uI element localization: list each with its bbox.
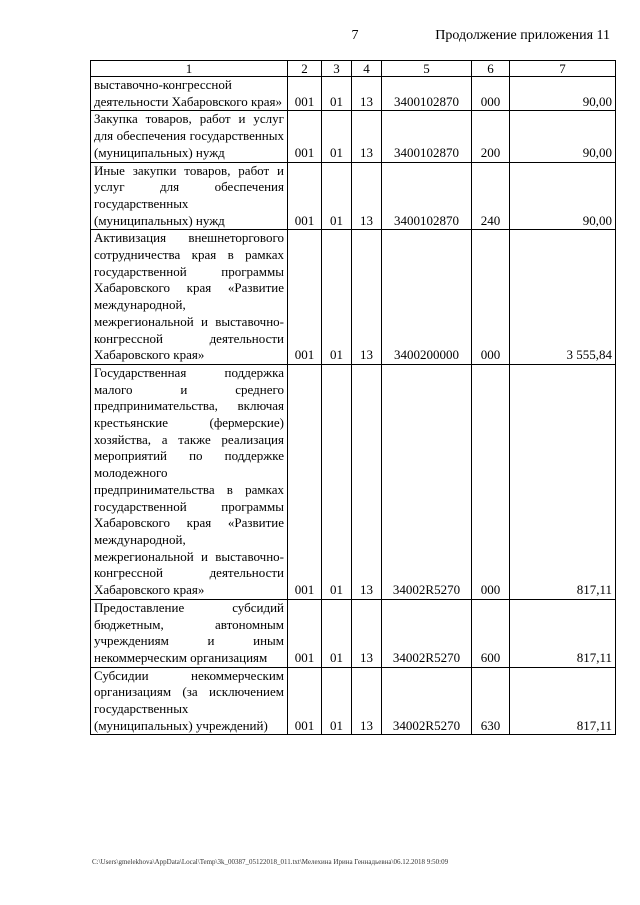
col-header-3: 3: [322, 61, 352, 77]
row-subsection: 13: [352, 667, 382, 735]
row-name: Закупка товаров, работ и услуг для обеспечения государственных (муниципальных) нужд: [91, 111, 288, 162]
row-subsection: 13: [352, 364, 382, 599]
row-gov-code: 001: [288, 667, 322, 735]
row-section: 01: [322, 77, 352, 111]
page-number: 7: [351, 28, 359, 43]
row-target-article: 3400102870: [382, 77, 472, 111]
table-row: [91, 111, 616, 162]
row-section: 01: [322, 364, 352, 599]
col-header-5: 5: [382, 61, 472, 77]
row-name: Государственная поддержка малого и среднего предпринимательства, включая крестьянские (фермерские) хозяйства, а также реализация мероприятий по поддержке молодежного предпринимательства в рамках государственной программы Хабаровского края «Развитие международной, межрегиональной и выставочно-конгрессной деятельности Хабаровского края»: [91, 364, 288, 599]
file-path-footer: C:\Users\gmelekhova\AppData\Local\Temp\3k_00387_05122018_011.txt\Мелехина Ирина Геннадьевна\06.12.2018 9:50:09: [92, 858, 449, 866]
row-expense-type: 000: [472, 364, 510, 599]
col-header-4: 4: [352, 61, 382, 77]
row-amount: 817,11: [510, 364, 616, 599]
row-name: Иные закупки товаров, работ и услуг для обеспечения государственных (муниципальных) нужд: [91, 162, 288, 230]
row-name: Предоставление субсидий бюджетным, автономным учреждениям и иным некоммерческим организациям: [91, 599, 288, 667]
row-target-article: 3400102870: [382, 111, 472, 162]
row-amount: 90,00: [510, 111, 616, 162]
row-subsection: 13: [352, 230, 382, 365]
row-gov-code: 001: [288, 599, 322, 667]
row-target-article: 34002R5270: [382, 667, 472, 735]
row-amount: 817,11: [510, 599, 616, 667]
column-number-row: [91, 61, 616, 77]
row-subsection: 13: [352, 599, 382, 667]
table-row: [91, 77, 616, 111]
row-target-article: 3400102870: [382, 162, 472, 230]
row-expense-type: 630: [472, 667, 510, 735]
continuation-label: Продолжение приложения 11: [435, 28, 610, 43]
row-amount: 817,11: [510, 667, 616, 735]
budget-table: [90, 60, 616, 735]
row-section: 01: [322, 230, 352, 365]
col-header-7: 7: [510, 61, 616, 77]
row-target-article: 34002R5270: [382, 364, 472, 599]
row-gov-code: 001: [288, 364, 322, 599]
row-subsection: 13: [352, 111, 382, 162]
row-expense-type: 200: [472, 111, 510, 162]
row-section: 01: [322, 599, 352, 667]
col-header-6: 6: [472, 61, 510, 77]
row-name: Субсидии некоммерческим организациям (за исключением государственных (муниципальных) учреждений): [91, 667, 288, 735]
row-section: 01: [322, 162, 352, 230]
row-expense-type: 600: [472, 599, 510, 667]
row-expense-type: 240: [472, 162, 510, 230]
row-section: 01: [322, 667, 352, 735]
row-section: 01: [322, 111, 352, 162]
row-gov-code: 001: [288, 111, 322, 162]
table-row: [91, 162, 616, 230]
row-subsection: 13: [352, 162, 382, 230]
col-header-2: 2: [288, 61, 322, 77]
row-target-article: 34002R5270: [382, 599, 472, 667]
row-target-article: 3400200000: [382, 230, 472, 365]
row-amount: 3 555,84: [510, 230, 616, 365]
row-expense-type: 000: [472, 77, 510, 111]
row-name: Активизация внешнеторгового сотрудничества края в рамках государственной программы Хабаровского края «Развитие международной, межрегиональной и выставочно-конгрессной деятельности Хабаровского края»: [91, 230, 288, 365]
row-amount: 90,00: [510, 77, 616, 111]
row-expense-type: 000: [472, 230, 510, 365]
table-row: [91, 364, 616, 599]
table-row: [91, 667, 616, 735]
col-header-1: 1: [91, 61, 288, 77]
row-gov-code: 001: [288, 77, 322, 111]
table-row: [91, 599, 616, 667]
row-gov-code: 001: [288, 162, 322, 230]
row-amount: 90,00: [510, 162, 616, 230]
row-subsection: 13: [352, 77, 382, 111]
row-gov-code: 001: [288, 230, 322, 365]
row-name: выставочно-конгрессной деятельности Хабаровского края»: [91, 77, 288, 111]
table-row: [91, 230, 616, 365]
